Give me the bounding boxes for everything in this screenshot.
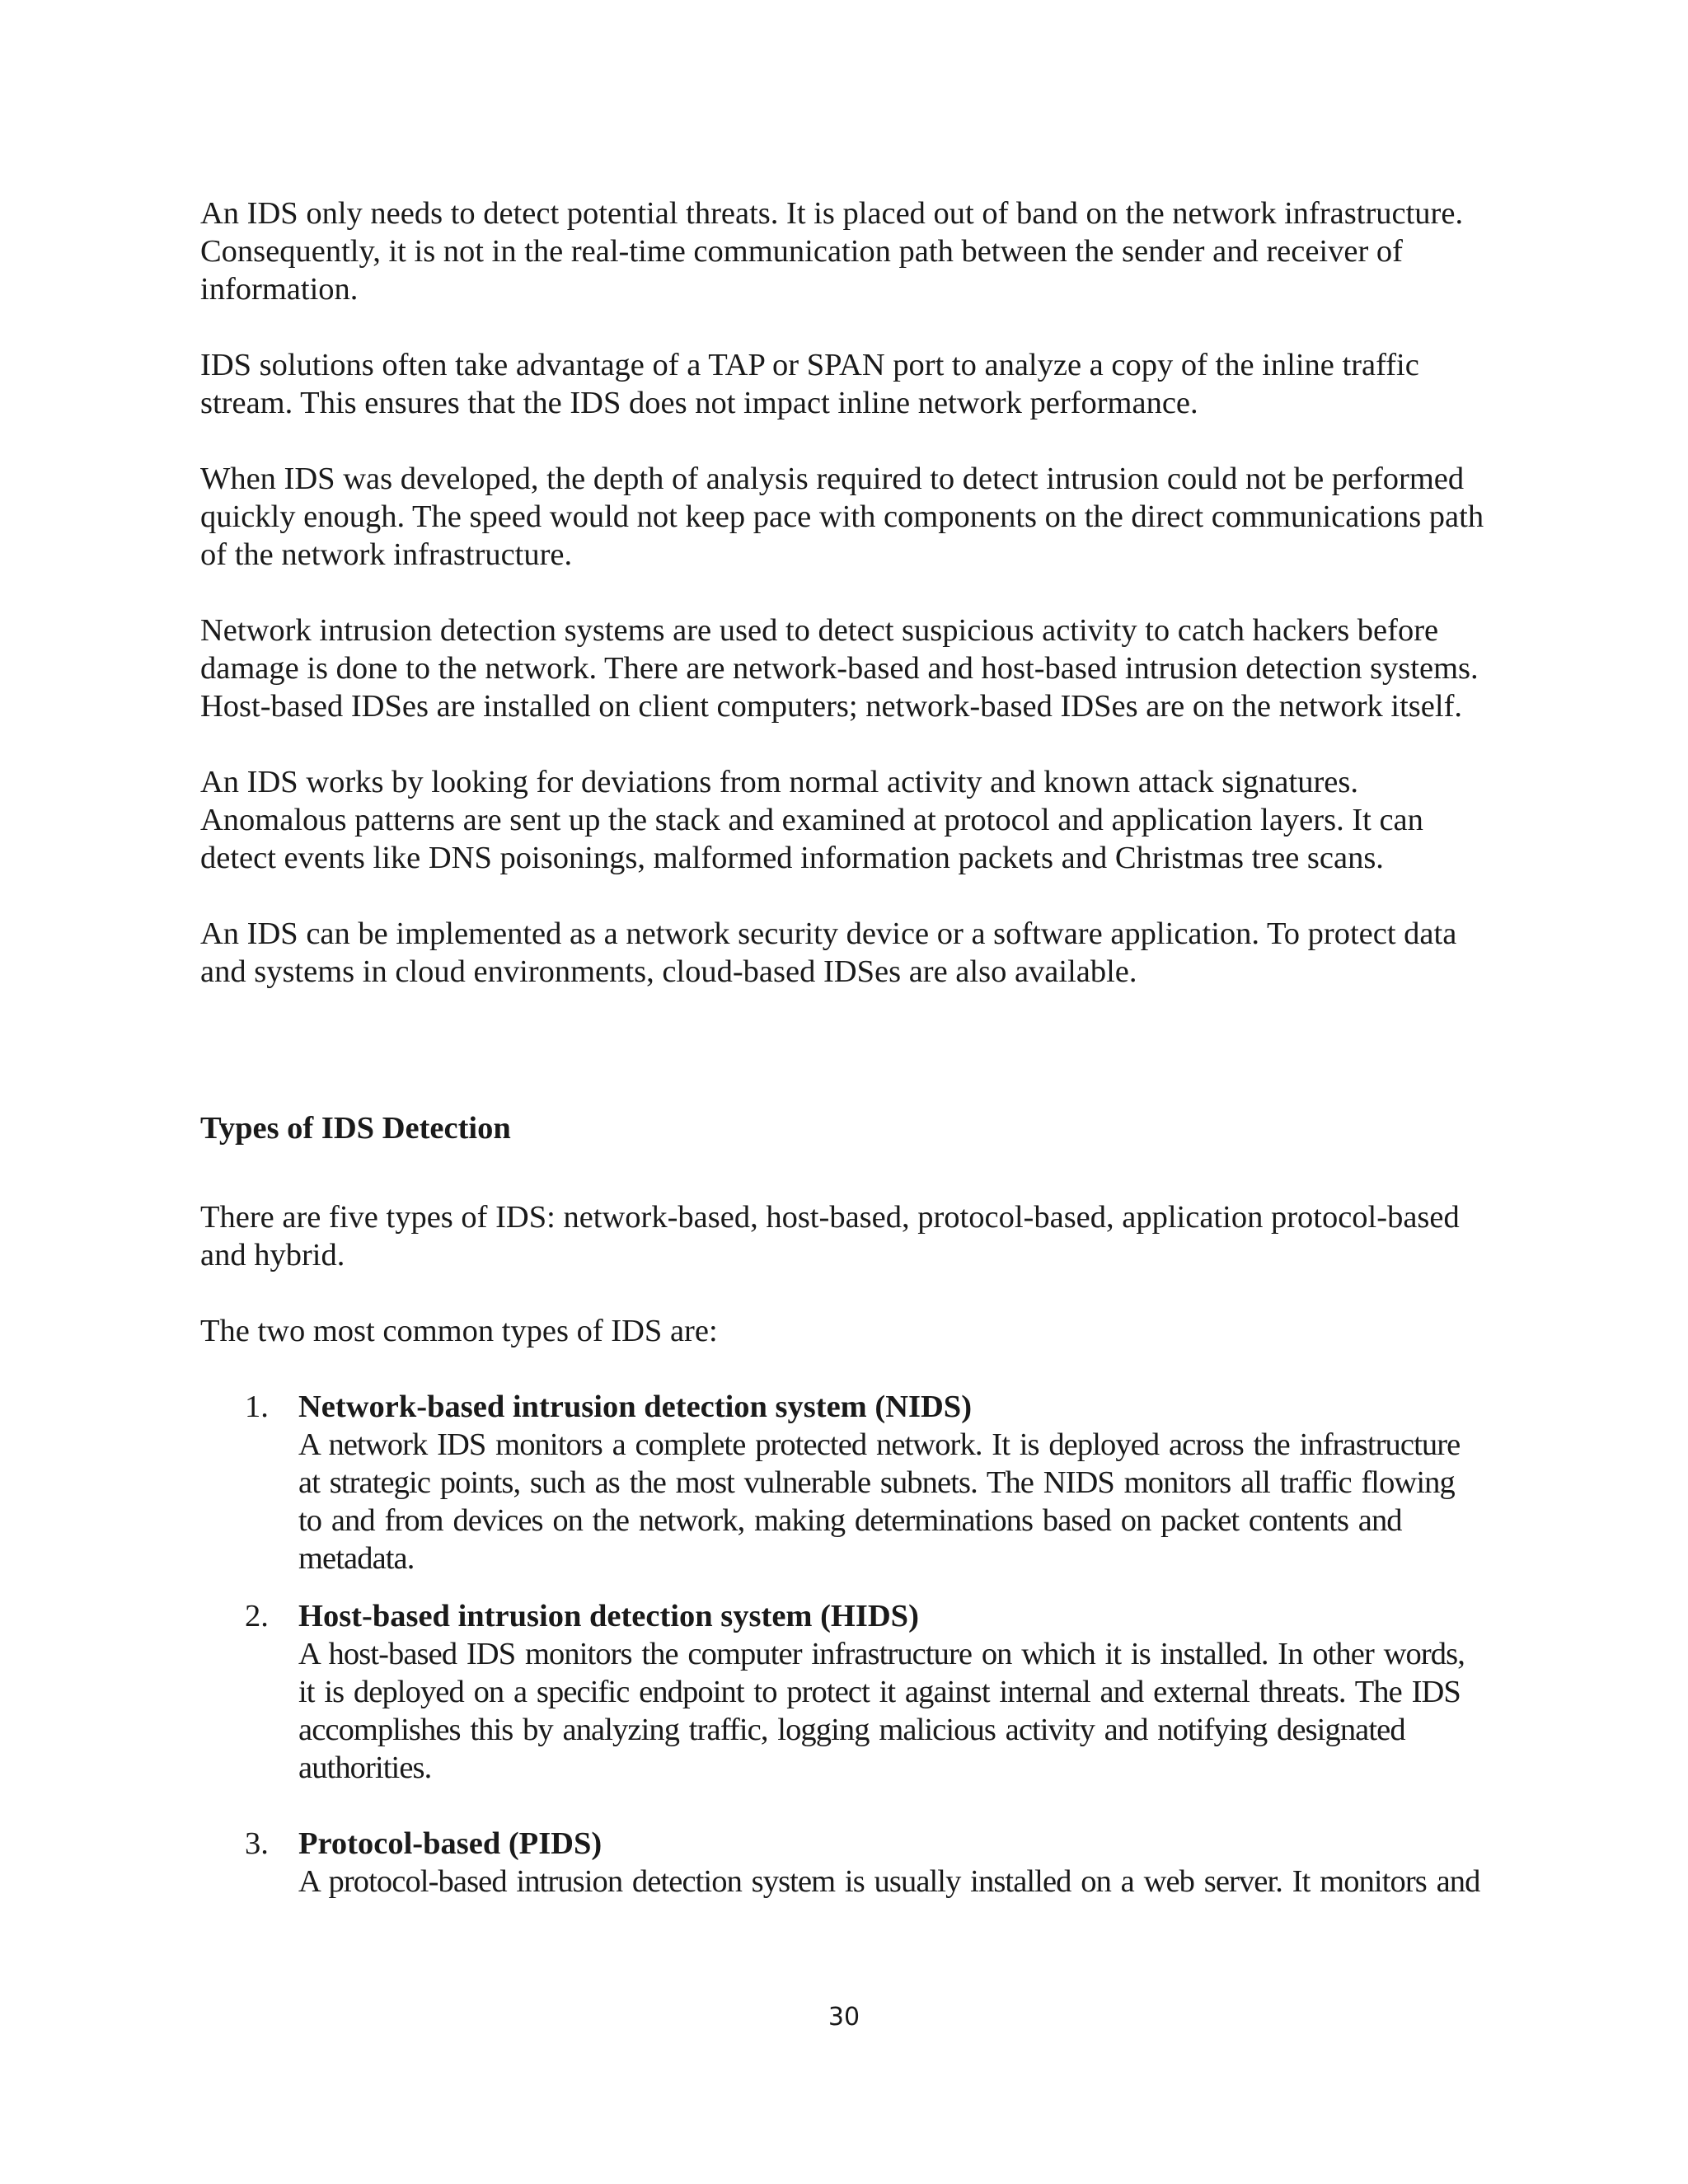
list-item-nids — [200, 1388, 1486, 1577]
section-intro: There are five types of IDS: network-based, host-based, protocol-based, application protocol-based and hybrid. — [200, 1200, 1460, 1272]
list-number: 2. — [245, 1599, 269, 1633]
list-item-pids — [200, 1825, 1486, 1900]
paragraph-ids-development: When IDS was developed, the depth of analysis required to detect intrusion could not be performed quickly enough. The speed would not keep pace with components on the direct communications path of the network infrastructure. — [200, 462, 1484, 572]
list-item-body: A network IDS monitors a complete protected network. It is deployed across the infrastructure at strategic points, such as the most vulnerable subnets. The NIDS monitors all traffic flowing to and from devices on the network, making determinations based on packet contents and metadata. — [298, 1427, 1461, 1576]
page-content — [200, 194, 1486, 1920]
section-lead: The two most common types of IDS are: — [200, 1314, 718, 1348]
list-item-title: Protocol-based (PIDS) — [298, 1826, 603, 1861]
list-item-hids — [200, 1597, 1486, 1787]
paragraph-ids-deviations: An IDS works by looking for deviations from normal activity and known attack signatures. Anomalous patterns are sent up the stack and examined at protocol and application layers. It can detect events like DNS poisonings, malformed information packets and Christmas tree scans. — [200, 765, 1423, 875]
section-heading: Types of IDS Detection — [200, 1111, 511, 1146]
paragraph-tap-span-port: IDS solutions often take advantage of a TAP or SPAN port to analyze a copy of the inline traffic stream. This ensures that the IDS does not impact inline network performance. — [200, 348, 1419, 420]
list-item-title: Host-based intrusion detection system (HIDS) — [298, 1599, 919, 1633]
list-item-title: Network-based intrusion detection system (NIDS) — [298, 1390, 973, 1424]
heading-spacer — [200, 1147, 1486, 1198]
paragraph-ids-implementation: An IDS can be implemented as a network security device or a software application. To protect data and systems in cloud environments, cloud-based IDSes are also available. — [200, 916, 1457, 989]
list-number: 1. — [245, 1390, 269, 1424]
paragraph-ids-out-of-band: An IDS only needs to detect potential threats. It is placed out of band on the network infrastructure. Consequently, it is not in the real-time communication path between the sender and receiver of information. — [200, 196, 1464, 307]
page-number: 30 — [828, 2003, 860, 2032]
list-item-body: A protocol-based intrusion detection system is usually installed on a web server. It monitors and — [298, 1864, 1480, 1899]
paragraph-network-intrusion-detection: Network intrusion detection systems are used to detect suspicious activity to catch hackers before damage is done to the network. There are network-based and host-based intrusion detection systems. Host-based IDSes are installed on client computers; network-based IDSes are on the network itself. — [200, 613, 1479, 724]
ids-types-list — [200, 1388, 1486, 1900]
list-item-body: A host-based IDS monitors the computer infrastructure on which it is installed. In other words, it is deployed on a specific endpoint to protect it against internal and external threats. The IDS accomplishes this by analyzing traffic, logging malicious activity and notifying designated authorities. — [298, 1637, 1465, 1785]
list-number: 3. — [245, 1826, 269, 1861]
